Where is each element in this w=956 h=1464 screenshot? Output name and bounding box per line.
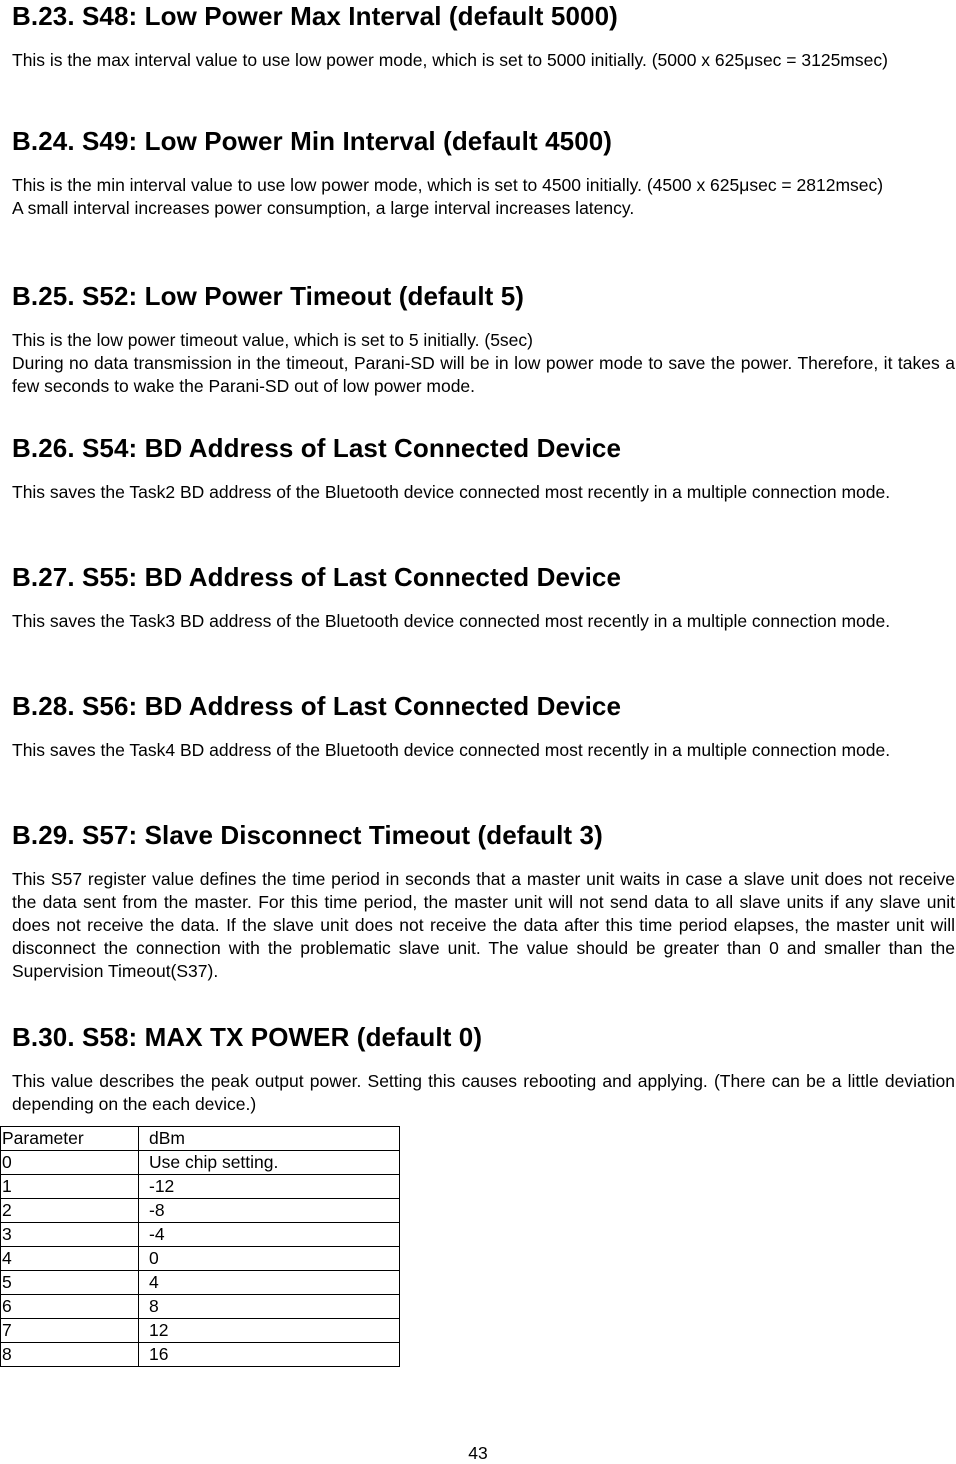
table-cell-parameter: 0 — [1, 1151, 139, 1175]
table-cell-parameter: 2 — [1, 1199, 139, 1223]
table-row — [1, 1271, 400, 1295]
section-s54 — [12, 433, 890, 504]
table-cell-dbm: 4 — [139, 1271, 400, 1295]
table-row — [1, 1151, 400, 1175]
table-row — [1, 1247, 400, 1271]
table-row — [1, 1223, 400, 1247]
section-s48 — [12, 0, 888, 72]
section-paragraph: This is the low power timeout value, which is set to 5 initially. (5sec) — [12, 330, 533, 350]
table-cell-dbm: -4 — [139, 1223, 400, 1247]
table-row — [1, 1295, 400, 1319]
table-header-row — [1, 1127, 400, 1151]
table-cell-dbm: -12 — [139, 1175, 400, 1199]
table-cell-parameter: 4 — [1, 1247, 139, 1271]
power-table-wrapper — [0, 1126, 400, 1367]
table-cell-parameter: 3 — [1, 1223, 139, 1247]
page-number: 43 — [468, 1443, 488, 1463]
table-cell-dbm: -8 — [139, 1199, 400, 1223]
table-cell-dbm: 8 — [139, 1295, 400, 1319]
table-row — [1, 1319, 400, 1343]
section-paragraph: A small interval increases power consumption, a large interval increases latency. — [12, 198, 635, 218]
section-paragraph: During no data transmission in the timeout, Parani-SD will be in low power mode to save the power. Therefore, it takes a few seconds to wake the Parani-SD out of low power mode. — [12, 353, 955, 396]
table-cell-parameter: 8 — [1, 1343, 139, 1367]
table-header-dbm: dBm — [139, 1127, 400, 1151]
table-cell-dbm: 12 — [139, 1319, 400, 1343]
section-heading: B.25. S52: Low Power Timeout (default 5) — [12, 281, 525, 311]
section-s57 — [12, 820, 955, 983]
table-cell-dbm: Use chip setting. — [139, 1151, 400, 1175]
section-heading: B.29. S57: Slave Disconnect Timeout (default 3) — [12, 820, 603, 850]
section-heading: B.30. S58: MAX TX POWER (default 0) — [12, 1022, 483, 1052]
section-s58 — [12, 1022, 955, 1116]
section-paragraph: This is the max interval value to use low power mode, which is set to 5000 initially. (5000 x 625μsec = 3125msec) — [12, 50, 888, 70]
section-heading: B.24. S49: Low Power Min Interval (default 4500) — [12, 126, 613, 156]
power-table — [0, 1126, 400, 1367]
section-paragraph: This saves the Task3 BD address of the Bluetooth device connected most recently in a multiple connection mode. — [12, 611, 891, 631]
table-row — [1, 1175, 400, 1199]
section-heading: B.28. S56: BD Address of Last Connected Device — [12, 691, 622, 721]
table-cell-parameter: 7 — [1, 1319, 139, 1343]
section-paragraph: This S57 register value defines the time period in seconds that a master unit waits in case a slave unit does not receive the data sent from the master. For this time period, the master unit will not send data to all slave units if any slave unit does not receive the data. If the slave unit does not receive the data after this time period elapses, the master unit will disconnect the connection with the problematic slave unit. The value should be greater than 0 and smaller than the Supervision Timeout(S37). — [12, 869, 955, 981]
section-paragraph: This value describes the peak output power. Setting this causes rebooting and applying. (There can be a little deviation depending on the each device.) — [12, 1071, 955, 1114]
section-heading: B.27. S55: BD Address of Last Connected Device — [12, 562, 622, 592]
section-heading: B.23. S48: Low Power Max Interval (default 5000) — [12, 1, 618, 31]
table-cell-dbm: 16 — [139, 1343, 400, 1367]
section-paragraph: This saves the Task2 BD address of the Bluetooth device connected most recently in a multiple connection mode. — [12, 482, 891, 502]
table-cell-parameter: 5 — [1, 1271, 139, 1295]
section-s49 — [12, 126, 883, 220]
table-row — [1, 1343, 400, 1367]
section-s55 — [12, 562, 890, 633]
section-s56 — [12, 691, 890, 762]
section-heading: B.26. S54: BD Address of Last Connected Device — [12, 433, 622, 463]
table-cell-parameter: 1 — [1, 1175, 139, 1199]
table-header-parameter: Parameter — [1, 1127, 139, 1151]
table-cell-dbm: 0 — [139, 1247, 400, 1271]
table-row — [1, 1199, 400, 1223]
section-paragraph: This saves the Task4 BD address of the Bluetooth device connected most recently in a multiple connection mode. — [12, 740, 891, 760]
table-cell-parameter: 6 — [1, 1295, 139, 1319]
section-s52 — [12, 281, 955, 398]
section-paragraph: This is the min interval value to use low power mode, which is set to 4500 initially. (4500 x 625μsec = 2812msec) — [12, 175, 884, 195]
